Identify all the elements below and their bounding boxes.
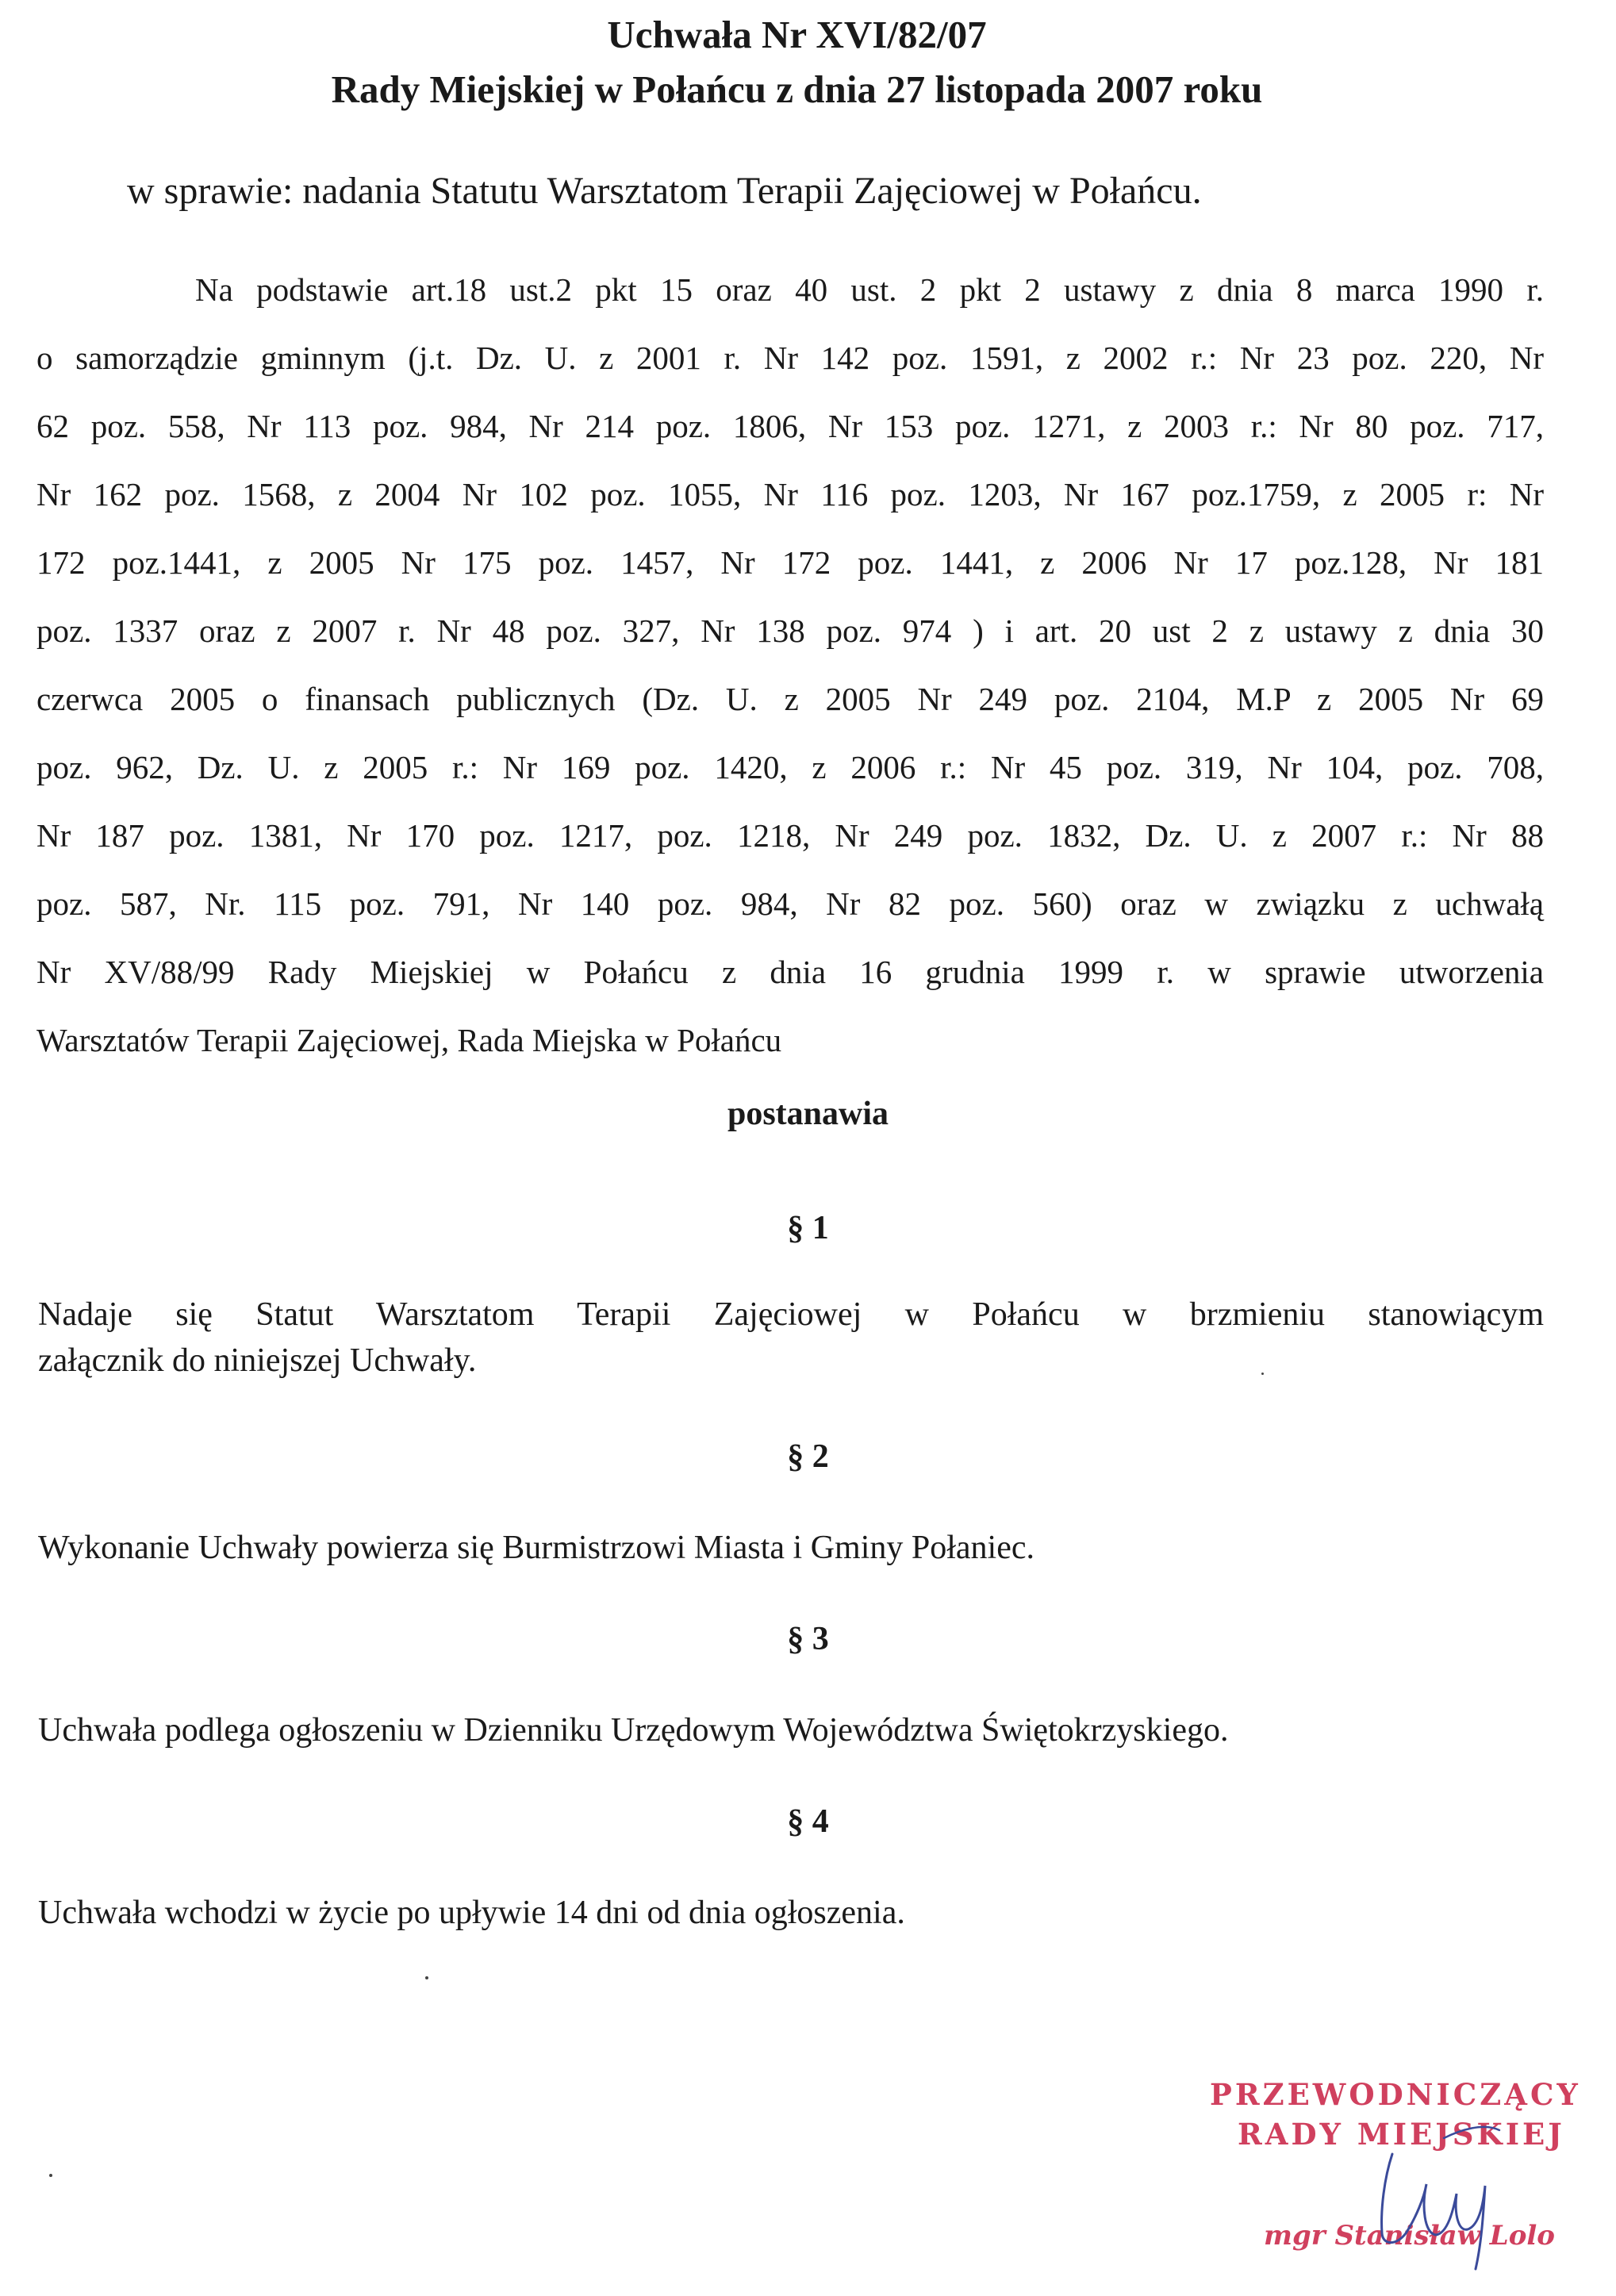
section-text bbox=[38, 1292, 1544, 1384]
stamp-name: mgr Stanisław Lolo bbox=[1264, 2220, 1555, 2252]
section-mark: § 4 bbox=[787, 1803, 829, 1840]
section-mark: § 2 bbox=[787, 1438, 829, 1475]
preamble-line: poz. 587, Nr. 115 poz. 791, Nr 140 poz. 984, Nr 82 poz. 560) oraz w związku z uchwałą bbox=[36, 885, 1544, 922]
scan-speck bbox=[49, 2174, 52, 2177]
handwritten-signature bbox=[1349, 2106, 1539, 2289]
section-text-line: Nadaje się Statut Warsztatom Terapii Zajęciowej w Połańcu w brzmieniu stanowiącym bbox=[38, 1296, 1544, 1333]
scan-speck bbox=[425, 1976, 428, 1979]
preamble-line: Na podstawie art.18 ust.2 pkt 15 oraz 40 ust. 2 pkt 2 ustawy z dnia 8 marca 1990 r. bbox=[195, 271, 1544, 308]
preamble-line: Nr 162 poz. 1568, z 2004 Nr 102 poz. 1055, Nr 116 poz. 1203, Nr 167 poz.1759, z 2005 r: Nr bbox=[36, 476, 1544, 513]
preamble-line: czerwca 2005 o finansach publicznych (Dz. U. z 2005 Nr 249 poz. 2104, M.P z 2005 Nr 69 bbox=[36, 681, 1544, 717]
section-mark: § 1 bbox=[787, 1210, 829, 1246]
stamp-title: PRZEWODNICZĄCY bbox=[1210, 2077, 1581, 2112]
section-text: Wykonanie Uchwały powierza się Burmistrzowi Miasta i Gminy Połaniec. bbox=[38, 1530, 1035, 1566]
section-text: Uchwała wchodzi w życie po upływie 14 dni od dnia ogłoszenia. bbox=[38, 1895, 905, 1931]
preamble-line: poz. 962, Dz. U. z 2005 r.: Nr 169 poz. 1420, z 2006 r.: Nr 45 poz. 319, Nr 104, poz. 708, bbox=[36, 749, 1544, 785]
section-mark: § 3 bbox=[787, 1621, 829, 1657]
preamble-line: 62 poz. 558, Nr 113 poz. 984, Nr 214 poz. 1806, Nr 153 poz. 1271, z 2003 r.: Nr 80 poz. 717, bbox=[36, 408, 1544, 444]
preamble-line: Nr 187 poz. 1381, Nr 170 poz. 1217, poz. 1218, Nr 249 poz. 1832, Dz. U. z 2007 r.: Nr 88 bbox=[36, 817, 1544, 854]
resolution-subject: w sprawie: nadania Statutu Warsztatom Terapii Zajęciowej w Połańcu. bbox=[127, 170, 1202, 212]
preamble-line: Nr XV/88/99 Rady Miejskiej w Połańcu z dnia 16 grudnia 1999 r. w sprawie utworzenia bbox=[36, 954, 1544, 990]
section-text-line: załącznik do niniejszej Uchwały. bbox=[38, 1342, 477, 1379]
scan-speck bbox=[1261, 1373, 1264, 1375]
resolution-title: Uchwała Nr XVI/82/07 bbox=[607, 13, 987, 56]
resolution-issuer-date: Rady Miejskiej w Połańcu z dnia 27 listopada 2007 roku bbox=[331, 67, 1263, 111]
preamble-line: poz. 1337 oraz z 2007 r. Nr 48 poz. 327, Nr 138 poz. 974 ) i art. 20 ust 2 z ustawy z dnia 30 bbox=[36, 612, 1544, 649]
decides-heading: postanawia bbox=[727, 1096, 889, 1132]
preamble-line: o samorządzie gminnym (j.t. Dz. U. z 2001 r. Nr 142 poz. 1591, z 2002 r.: Nr 23 poz. 220, Nr bbox=[36, 340, 1544, 376]
stamp-council: RADY MIEJSKIEJ bbox=[1238, 2117, 1565, 2152]
preamble-line: Warsztatów Terapii Zajęciowej, Rada Miejska w Połańcu bbox=[36, 1022, 782, 1058]
preamble-line: 172 poz.1441, z 2005 Nr 175 poz. 1457, Nr 172 poz. 1441, z 2006 Nr 17 poz.128, Nr 181 bbox=[36, 544, 1544, 581]
section-text: Uchwała podlega ogłoszeniu w Dzienniku Urzędowym Województwa Świętokrzyskiego. bbox=[38, 1712, 1229, 1749]
